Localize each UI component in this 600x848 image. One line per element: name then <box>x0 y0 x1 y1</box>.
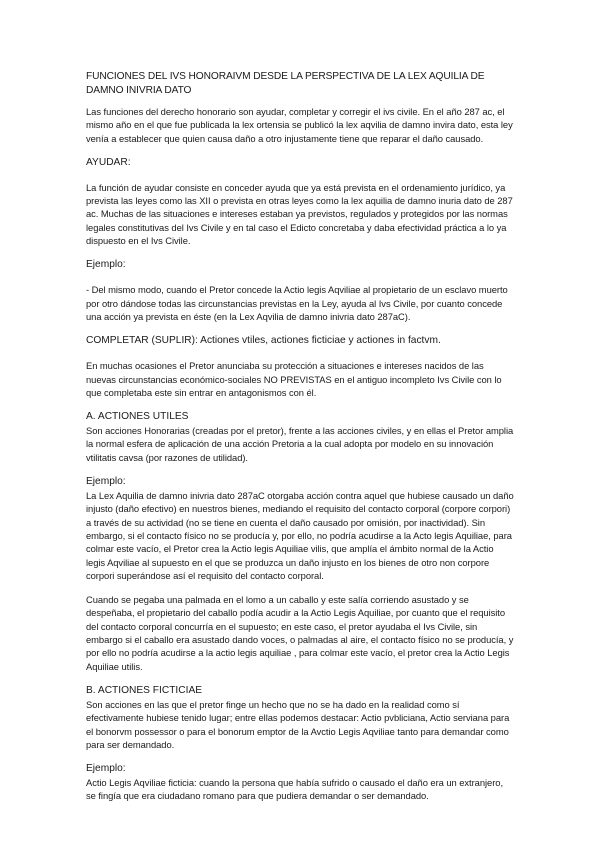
ayudar-paragraph: La función de ayudar consiste en conceder ayuda que ya está prevista en el ordenamiento jurídico, ya prevista las leyes como las XII o prevista en otras leyes como la lex aquilia de damno inuria dato de 287 ac. Muchas de las situaciones e intereses estaban ya previstos, regulados y protegidos por las normas legales constitutivas del Ivs Civile y en tal caso el Edicto concretaba y daba efectividad práctica a lo ya dispuesto en el Ivs Civile. <box>86 181 513 247</box>
ejemplo-paragraph: - Del mismo modo, cuando el Pretor concede la Actio legis Aqviliae al propietario de un esclavo muerto por otro dándose todas las circunstancias previstas en la Ley, ayuda al Ivs Civile, por cuanto concede una acción ya prevista en éste (en la Lex Aqvilia de damno inivria dato 287aC). <box>86 284 508 322</box>
section-heading-actiones-ficticiae: B. ACTIONES FICTICIAE <box>86 684 203 696</box>
ejemplo-paragraph: La Lex Aquilia de damno inivria dato 287aC otorgaba acción contra aquel que hubiese causado un daño injusto (daño efectivo) en nuestros bienes, mediando el requisito del contacto corporal (corpore corpori) a través de su actividad (no se tiene en cuenta el daño causado por omisión, por inactividad). Sin embargo, si el contacto físico no se producía y, por ello, no podría acudirse a la Acto legis Aquiliae, para colmar este vacío, el Pretor crea la Actio legis Aquiliae vilis, que amplía el ámbito normal de la Actio legis Aqviliae al supuesto en el que se produzca un daño injusto en los bienes de otro non corpore corpori superándose así el requisito del contacto corporal. <box>86 490 514 581</box>
document-title: FUNCIONES DEL IVS HONORAIVM DESDE LA PERSPECTIVA DE LA LEX AQUILIA DE DAMNO INIVRIA DATO <box>86 71 485 96</box>
section-heading-actiones-utiles: A. ACTIONES UTILES <box>86 411 189 423</box>
caballo-paragraph: Cuando se pegaba una palmada en el lomo a un caballo y este salía corriendo asustado y se despeñaba, el propietario del caballo podía acudir a la Actio Legis Aquiliae, por cuanto que el requisito del contacto corporal concurría en el supuesto; en este caso, el pretor ayudaba el Ivs Civile, sin embargo si el caballo era asustado dando voces, o palmadas al aire, el contacto físico no se producía, y por ello no podría acudirse a la actio legis aquiliae , para colmar este vacío, el pretor crea la Actio Legis Aquiliae utilis. <box>86 594 514 672</box>
ejemplo-heading: Ejemplo: <box>86 476 126 488</box>
actiones-ficticiae-paragraph: Son acciones en las que el pretor finge un hecho que no se ha dado en la realidad como sí efectivamente hubiese tenido lugar; entre ellas podemos destacar: Actio pvbliciana, Actio serviana para el bonorvm possessor o para el bonorum emptor de la Avctio Legis Aqviliae tanto para demandar como para ser demandado. <box>86 698 510 750</box>
completar-paragraph: En muchas ocasiones el Pretor anunciaba su protección a situaciones e intereses nacidos de las nuevas circunstancias económico-sociales NO PREVISTAS en el antiguo incompleto Ivs Civile con lo que completaba este sin entrar en antagonismos con él. <box>86 360 502 398</box>
ejemplo-heading: Ejemplo: <box>86 763 126 775</box>
intro-paragraph: Las funciones del derecho honorario son ayudar, completar y corregir el ivs civile. En el año 287 ac, el mismo año en el que fue publicada la lex ortensia se publicó la lex aqvilia de damno invira dato, esta ley venía a establecer que quien causa daño a otro injustamente tiene que reparar el daño causado. <box>86 106 513 144</box>
section-heading-completar: COMPLETAR (SUPLIR): Actiones vtiles, actiones ficticiae y actiones in factvm. <box>86 335 441 347</box>
actiones-utiles-paragraph: Son acciones Honorarias (creadas por el pretor), frente a las acciones civiles, y en ellas el Pretor amplia la normal esfera de aplicación de una acción Pretoria a la cual adopta por modelo en su innovación vtilitatis cavsa (por razones de utilidad). <box>86 425 514 463</box>
section-heading-ayudar: AYUDAR: <box>86 156 131 168</box>
ejemplo-heading: Ejemplo: <box>86 259 126 271</box>
ejemplo-paragraph: Actio Legis Aqviliae ficticia: cuando la persona que había sufrido o causado el daño era un extranjero, se fingía que era ciudadano romano para que pudiera demandar o ser demandado. <box>86 777 504 802</box>
